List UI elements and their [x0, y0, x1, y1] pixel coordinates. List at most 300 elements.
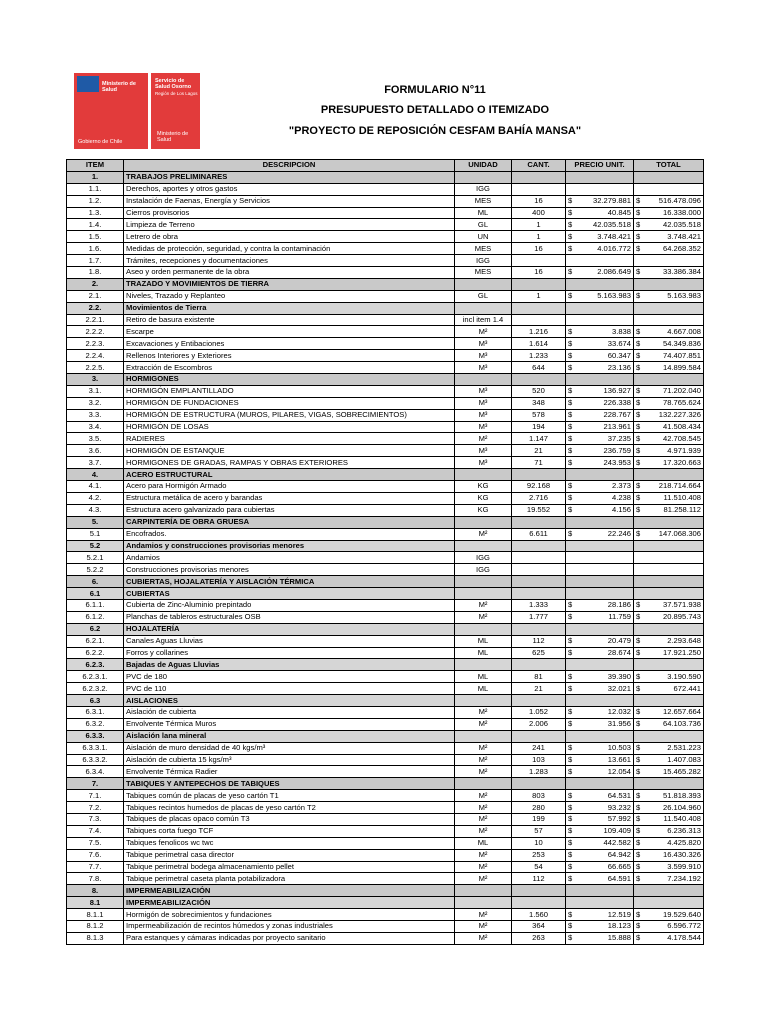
item-number: 5.1	[67, 528, 124, 540]
column-header-quantity: CANT.	[512, 160, 566, 172]
section-title: AISLACIONES	[124, 695, 455, 707]
item-unit-price	[566, 718, 634, 730]
total-amount: 14.899.584	[662, 362, 701, 372]
currency-symbol: $	[568, 231, 573, 241]
total-amount: 78.765.624	[662, 398, 701, 408]
item-number: 7.4.	[67, 825, 124, 837]
currency-symbol: $	[636, 707, 641, 717]
unit-price-cell	[566, 885, 634, 897]
item-quantity	[512, 183, 566, 195]
item-total	[634, 825, 704, 837]
item-unit: ML	[455, 635, 512, 647]
item-description: Hormigón de sobrecimientos y fundaciones	[124, 909, 455, 921]
item-total	[634, 837, 704, 849]
item-number: 6.1.2.	[67, 611, 124, 623]
unit-cell	[455, 540, 512, 552]
currency-symbol: $	[636, 826, 641, 836]
unit-price-cell	[566, 171, 634, 183]
item-unit-price	[566, 790, 634, 802]
currency-symbol: $	[636, 196, 641, 206]
item-number: 6.2.3.	[67, 659, 124, 671]
section-title: IMPERMEABILIZACIÓN	[124, 885, 455, 897]
item-description: Limpieza de Terreno	[124, 219, 455, 231]
item-number: 6.2.2.	[67, 647, 124, 659]
item-quantity: 280	[512, 802, 566, 814]
unit-price-amount: 15.888	[607, 933, 631, 943]
item-description: Letrero de obra	[124, 231, 455, 243]
item-description: Para estanques y cámaras indicadas por proyecto sanitario	[124, 932, 455, 944]
section-header-row	[67, 469, 704, 481]
currency-symbol: $	[636, 790, 641, 800]
unit-price-cell	[566, 540, 634, 552]
subsection-header-row	[67, 659, 704, 671]
currency-symbol: $	[568, 719, 573, 729]
item-unit: M³	[455, 421, 512, 433]
section-title: ACERO ESTRUCTURAL	[124, 469, 455, 481]
item-unit: M³	[455, 445, 512, 457]
logo-service-region: Región de Los Lagos	[155, 91, 198, 96]
item-unit-price	[566, 326, 634, 338]
unit-price-amount: 64.531	[607, 790, 631, 800]
section-title: CARPINTERÍA DE OBRA GRUESA	[124, 516, 455, 528]
item-quantity: 16	[512, 267, 566, 279]
item-unit-price	[566, 849, 634, 861]
item-unit-price	[566, 873, 634, 885]
item-number: 2.2.5.	[67, 362, 124, 374]
item-quantity: 1.333	[512, 599, 566, 611]
item-unit-price	[566, 195, 634, 207]
budget-table-body	[67, 171, 704, 944]
section-header-row	[67, 516, 704, 528]
currency-symbol: $	[568, 219, 573, 229]
item-unit: M²	[455, 742, 512, 754]
item-number: 4.2.	[67, 492, 124, 504]
total-amount: 42.035.518	[662, 219, 701, 229]
item-number: 5.	[67, 516, 124, 528]
unit-price-amount: 442.582	[603, 838, 631, 848]
column-header-item: ITEM	[67, 160, 124, 172]
item-unit: MES	[455, 195, 512, 207]
currency-symbol: $	[636, 612, 641, 622]
item-unit: KG	[455, 481, 512, 493]
item-total	[634, 671, 704, 683]
item-number: 6.2.3.1.	[67, 671, 124, 683]
item-description: Tabiques corta fuego TCF	[124, 825, 455, 837]
item-description: Estructura acero galvanizado para cubiertas	[124, 504, 455, 516]
item-description: Planchas de tableros estructurales OSB	[124, 611, 455, 623]
total-amount: 19.529.640	[662, 909, 701, 919]
item-number: 1.5.	[67, 231, 124, 243]
item-quantity: 1	[512, 231, 566, 243]
item-quantity	[512, 314, 566, 326]
item-quantity: 364	[512, 921, 566, 933]
unit-price-amount: 22.246	[607, 529, 631, 539]
total-amount: 51.818.393	[662, 790, 701, 800]
item-unit-price	[566, 338, 634, 350]
item-description: Cierros provisorios	[124, 207, 455, 219]
currency-symbol: $	[568, 707, 573, 717]
item-description: Envolvente Térmica Radier	[124, 766, 455, 778]
unit-price-amount: 109.409	[603, 826, 631, 836]
section-header-row	[67, 278, 704, 290]
total-amount: 11.510.408	[663, 493, 701, 503]
unit-price-amount: 20.479	[607, 636, 631, 646]
item-description: Tabiques común de placas de yeso cartón T1	[124, 790, 455, 802]
currency-symbol: $	[636, 838, 641, 848]
currency-symbol: $	[636, 291, 641, 301]
unit-price-amount: 93.232	[607, 802, 631, 812]
total-cell	[634, 897, 704, 909]
item-number: 2.2.2.	[67, 326, 124, 338]
currency-symbol: $	[568, 505, 573, 515]
currency-symbol: $	[636, 338, 641, 348]
unit-price-amount: 228.767	[603, 410, 631, 420]
item-quantity: 16	[512, 243, 566, 255]
total-amount: 16.430.326	[662, 850, 701, 860]
item-unit-price	[566, 742, 634, 754]
item-unit-price	[566, 243, 634, 255]
currency-symbol: $	[568, 338, 573, 348]
total-amount: 17.320.663	[662, 457, 701, 467]
item-description: Envolvente Térmica Muros	[124, 718, 455, 730]
item-quantity: 520	[512, 385, 566, 397]
subsection-header-row	[67, 695, 704, 707]
unit-price-amount: 236.759	[603, 445, 631, 455]
item-quantity: 625	[512, 647, 566, 659]
quantity-cell	[512, 623, 566, 635]
unit-cell	[455, 374, 512, 386]
table-row	[67, 706, 704, 718]
currency-symbol: $	[568, 647, 573, 657]
currency-symbol: $	[568, 790, 573, 800]
currency-symbol: $	[568, 243, 573, 253]
item-quantity: 1.216	[512, 326, 566, 338]
item-number: 6.3.2.	[67, 718, 124, 730]
column-header-description: DESCRIPCION	[124, 160, 455, 172]
item-quantity: 348	[512, 397, 566, 409]
currency-symbol: $	[568, 291, 573, 301]
item-description: HORMIGÓN DE LOSAS	[124, 421, 455, 433]
subsection-header-row	[67, 623, 704, 635]
item-unit: GL	[455, 290, 512, 302]
item-quantity: 112	[512, 635, 566, 647]
item-unit-price	[566, 599, 634, 611]
item-unit: MES	[455, 267, 512, 279]
item-unit: KG	[455, 504, 512, 516]
item-number: 2.	[67, 278, 124, 290]
unit-cell	[455, 278, 512, 290]
item-unit-price	[566, 754, 634, 766]
item-description: Niveles, Trazado y Replanteo	[124, 290, 455, 302]
currency-symbol: $	[568, 493, 573, 503]
item-unit: M²	[455, 599, 512, 611]
table-row	[67, 504, 704, 516]
table-row	[67, 338, 704, 350]
item-unit: MES	[455, 243, 512, 255]
item-unit: UN	[455, 231, 512, 243]
item-description: Andamios	[124, 552, 455, 564]
item-description: HORMIGÓN DE FUNDACIONES	[124, 397, 455, 409]
total-amount: 6.596.772	[667, 921, 701, 931]
total-amount: 54.349.836	[662, 338, 701, 348]
total-amount: 672.441	[673, 683, 701, 693]
item-number: 3.7.	[67, 457, 124, 469]
currency-symbol: $	[636, 743, 641, 753]
section-title: CUBIERTAS	[124, 588, 455, 600]
item-number: 2.2.	[67, 302, 124, 314]
item-number: 7.5.	[67, 837, 124, 849]
total-amount: 147.068.306	[658, 529, 701, 539]
item-total	[634, 849, 704, 861]
item-quantity: 16	[512, 195, 566, 207]
unit-price-amount: 32.021	[607, 683, 631, 693]
total-amount: 17.921.250	[662, 647, 701, 657]
currency-symbol: $	[568, 873, 573, 883]
currency-symbol: $	[636, 350, 641, 360]
item-description: Retiro de basura existente	[124, 314, 455, 326]
currency-symbol: $	[636, 814, 641, 824]
item-description: Tabique perimetral caseta planta potabilizadora	[124, 873, 455, 885]
item-unit: incl item 1.4	[455, 314, 512, 326]
item-quantity: 263	[512, 932, 566, 944]
unit-price-cell	[566, 659, 634, 671]
item-number: 1.7.	[67, 255, 124, 267]
item-number: 3.5.	[67, 433, 124, 445]
item-number: 1.6.	[67, 243, 124, 255]
total-cell	[634, 576, 704, 588]
item-number: 4.	[67, 469, 124, 481]
quantity-cell	[512, 885, 566, 897]
currency-symbol: $	[568, 267, 573, 277]
unit-price-amount: 4.016.772	[597, 243, 631, 253]
item-number: 8.1.2	[67, 921, 124, 933]
section-header-row	[67, 778, 704, 790]
section-title: HOJALATERÍA	[124, 623, 455, 635]
table-row	[67, 362, 704, 374]
currency-symbol: $	[636, 326, 641, 336]
item-total	[634, 290, 704, 302]
total-cell	[634, 695, 704, 707]
total-amount: 11.540.408	[663, 814, 701, 824]
table-row	[67, 385, 704, 397]
item-quantity	[512, 255, 566, 267]
unit-price-amount: 5.163.983	[597, 291, 631, 301]
item-unit-price	[566, 932, 634, 944]
unit-price-amount: 3.838	[611, 326, 631, 336]
item-quantity: 644	[512, 362, 566, 374]
item-unit-price	[566, 528, 634, 540]
currency-symbol: $	[568, 208, 573, 217]
item-unit: M²	[455, 718, 512, 730]
item-quantity: 1.233	[512, 350, 566, 362]
item-unit: M²	[455, 909, 512, 921]
table-row	[67, 243, 704, 255]
currency-symbol: $	[568, 766, 573, 776]
unit-cell	[455, 623, 512, 635]
item-unit: M²	[455, 802, 512, 814]
currency-symbol: $	[568, 826, 573, 836]
item-number: 4.1.	[67, 481, 124, 493]
quantity-cell	[512, 576, 566, 588]
table-row	[67, 481, 704, 493]
unit-price-cell	[566, 374, 634, 386]
currency-symbol: $	[568, 422, 573, 432]
item-unit-price	[566, 290, 634, 302]
item-quantity: 103	[512, 754, 566, 766]
item-quantity: 71	[512, 457, 566, 469]
item-total	[634, 611, 704, 623]
item-total	[634, 219, 704, 231]
currency-symbol: $	[636, 719, 641, 729]
item-number: 2.1.	[67, 290, 124, 302]
item-unit: M²	[455, 813, 512, 825]
currency-symbol: $	[568, 861, 573, 871]
item-total	[634, 326, 704, 338]
item-unit: ML	[455, 671, 512, 683]
total-amount: 15.465.282	[662, 766, 701, 776]
item-description: HORMIGONES DE GRADAS, RAMPAS Y OBRAS EXTERIORES	[124, 457, 455, 469]
total-amount: 5.163.983	[667, 291, 701, 301]
item-number: 3.2.	[67, 397, 124, 409]
total-amount: 3.190.590	[667, 671, 701, 681]
currency-symbol: $	[636, 861, 641, 871]
item-number: 2.2.3.	[67, 338, 124, 350]
item-number: 6.3.1.	[67, 706, 124, 718]
item-unit: M²	[455, 433, 512, 445]
item-quantity: 19.552	[512, 504, 566, 516]
flag-emblem	[77, 76, 99, 92]
table-row	[67, 754, 704, 766]
logo-service-line2: Salud Osorno	[155, 84, 192, 90]
item-quantity: 81	[512, 671, 566, 683]
item-quantity: 241	[512, 742, 566, 754]
total-amount: 7.234.192	[667, 873, 701, 883]
unit-price-amount: 226.338	[603, 398, 631, 408]
currency-symbol: $	[636, 671, 641, 681]
item-total	[634, 385, 704, 397]
currency-symbol: $	[568, 636, 573, 646]
unit-price-amount: 3.748.421	[597, 231, 631, 241]
item-total	[634, 243, 704, 255]
currency-symbol: $	[636, 766, 641, 776]
table-row	[67, 932, 704, 944]
column-header-unit: UNIDAD	[455, 160, 512, 172]
unit-cell	[455, 171, 512, 183]
item-unit-price	[566, 671, 634, 683]
currency-symbol: $	[636, 933, 641, 943]
item-unit-price	[566, 219, 634, 231]
currency-symbol: $	[568, 838, 573, 848]
item-quantity: 1.052	[512, 706, 566, 718]
unit-price-amount: 2.086.649	[597, 267, 631, 277]
table-row	[67, 314, 704, 326]
item-number: 3.1.	[67, 385, 124, 397]
currency-symbol: $	[568, 802, 573, 812]
item-total	[634, 932, 704, 944]
currency-symbol: $	[636, 505, 641, 515]
section-title: TRAZADO Y MOVIMIENTOS DE TIERRA	[124, 278, 455, 290]
table-row	[67, 219, 704, 231]
unit-price-amount: 28.186	[607, 600, 631, 610]
table-row	[67, 742, 704, 754]
currency-symbol: $	[568, 362, 573, 372]
item-total	[634, 921, 704, 933]
item-quantity: 21	[512, 683, 566, 695]
item-description: Cubierta de Zinc-Aluminio prepintado	[124, 599, 455, 611]
total-amount: 37.571.938	[662, 600, 701, 610]
unit-price-cell	[566, 730, 634, 742]
item-unit-price	[566, 362, 634, 374]
unit-price-cell	[566, 897, 634, 909]
item-number: 1.4.	[67, 219, 124, 231]
item-description: Acero para Hormigón Armado	[124, 481, 455, 493]
logo-service-line1: Servicio de	[155, 78, 185, 84]
unit-cell	[455, 778, 512, 790]
table-row	[67, 766, 704, 778]
item-unit: ML	[455, 837, 512, 849]
item-description: Impermeabilización de recintos húmedos y zonas industriales	[124, 921, 455, 933]
section-title: CUBIERTAS, HOJALATERÍA Y AISLACIÓN TÉRMICA	[124, 576, 455, 588]
table-row	[67, 552, 704, 564]
unit-price-amount: 57.992	[607, 814, 631, 824]
item-total	[634, 599, 704, 611]
project-name: "PROYECTO DE REPOSICIÓN CESFAM BAHÍA MANSA"	[288, 125, 582, 137]
total-amount: 41.508.434	[662, 422, 701, 432]
item-unit-price	[566, 421, 634, 433]
currency-symbol: $	[636, 445, 641, 455]
table-row	[67, 207, 704, 219]
total-cell	[634, 659, 704, 671]
section-title: TABIQUES Y ANTEPECHOS DE TABIQUES	[124, 778, 455, 790]
total-amount: 4.667.008	[667, 326, 701, 336]
total-cell	[634, 885, 704, 897]
quantity-cell	[512, 695, 566, 707]
unit-price-amount: 13.661	[607, 754, 631, 764]
item-unit-price	[566, 813, 634, 825]
item-number: 8.	[67, 885, 124, 897]
item-unit-price	[566, 564, 634, 576]
currency-symbol: $	[636, 386, 641, 396]
item-unit: KG	[455, 492, 512, 504]
item-number: 6.2.3.2.	[67, 683, 124, 695]
section-title: TRABAJOS PRELIMINARES	[124, 171, 455, 183]
table-row	[67, 611, 704, 623]
total-cell	[634, 278, 704, 290]
table-row	[67, 457, 704, 469]
section-title: Movimientos de Tierra	[124, 302, 455, 314]
item-unit: M²	[455, 921, 512, 933]
item-description: Rellenos Interiores y Exteriores	[124, 350, 455, 362]
item-quantity: 1.614	[512, 338, 566, 350]
total-amount: 132.227.326	[658, 410, 701, 420]
unit-price-amount: 12.032	[607, 707, 631, 717]
currency-symbol: $	[636, 422, 641, 432]
unit-price-amount: 32.279.881	[592, 196, 631, 206]
item-total	[634, 267, 704, 279]
total-cell	[634, 374, 704, 386]
item-unit-price	[566, 183, 634, 195]
section-title: HORMIGONES	[124, 374, 455, 386]
item-number: 8.1.3	[67, 932, 124, 944]
item-description: Aislación de cubierta	[124, 706, 455, 718]
section-header-row	[67, 374, 704, 386]
item-unit-price	[566, 909, 634, 921]
table-row	[67, 718, 704, 730]
unit-price-amount: 23.136	[607, 362, 631, 372]
quantity-cell	[512, 540, 566, 552]
item-number: 6.3	[67, 695, 124, 707]
unit-price-amount: 37.235	[607, 433, 631, 443]
